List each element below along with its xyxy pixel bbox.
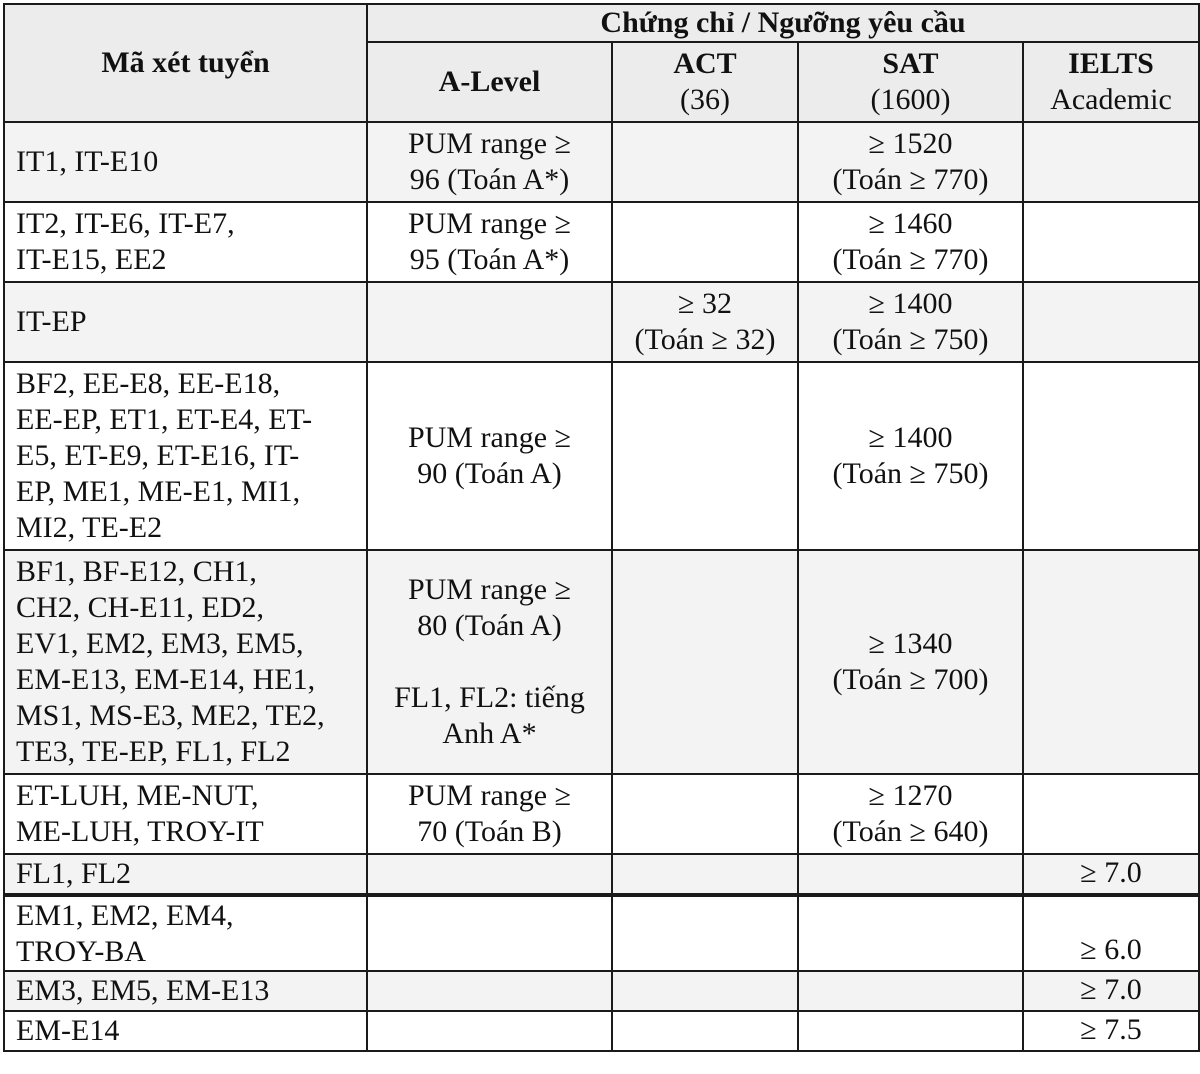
alevel-line: FL1, FL2: tiếng bbox=[394, 681, 585, 714]
admission-code-line: BF1, BF-E12, CH1, bbox=[16, 555, 257, 588]
act-cell bbox=[612, 971, 798, 1011]
alevel-line: 80 (Toán A) bbox=[417, 609, 562, 642]
sat-line: ≥ 1400 bbox=[868, 287, 953, 320]
alevel-cell bbox=[367, 282, 612, 362]
sat-cell bbox=[798, 282, 1023, 362]
admission-code-line: IT-EP bbox=[16, 305, 87, 338]
admission-code-line: IT2, IT-E6, IT-E7, bbox=[16, 207, 235, 240]
ielts-cell bbox=[1023, 550, 1199, 774]
act-line: ≥ 32 bbox=[678, 287, 732, 320]
sat-cell bbox=[798, 550, 1023, 774]
sat-cell bbox=[798, 1011, 1023, 1051]
alevel-line bbox=[374, 644, 605, 680]
admission-code-line: EM3, EM5, EM-E13 bbox=[16, 974, 270, 1007]
alevel-line: PUM range ≥ bbox=[407, 573, 572, 606]
admission-code-line: EE-EP, ET1, ET-E4, ET- bbox=[16, 403, 313, 436]
admission-code-line: EM1, EM2, EM4, bbox=[16, 898, 234, 932]
ielts-cell bbox=[1023, 774, 1199, 854]
sat-line: ≥ 1520 bbox=[868, 127, 953, 160]
act-cell bbox=[612, 362, 798, 550]
header-alevel-title: A-Level bbox=[438, 65, 541, 98]
ielts-cell bbox=[1023, 282, 1199, 362]
admission-codes-cell bbox=[4, 202, 367, 282]
header-sat bbox=[798, 42, 1023, 122]
admission-codes-cell bbox=[4, 122, 367, 202]
ielts-cell: ≥ 7.5 bbox=[1023, 1011, 1199, 1051]
admission-codes-cell bbox=[4, 282, 367, 362]
ielts-cell bbox=[1023, 362, 1199, 550]
header-sat-title: SAT bbox=[882, 47, 939, 80]
header-alevel bbox=[367, 42, 612, 122]
admission-code-line: EM-E13, EM-E14, HE1, bbox=[16, 663, 316, 696]
ielts-cell bbox=[1023, 122, 1199, 202]
ielts-cell: ≥ 7.0 bbox=[1023, 854, 1199, 895]
admission-code-line: FL1, FL2 bbox=[16, 857, 132, 890]
alevel-cell bbox=[367, 854, 612, 895]
header-act bbox=[612, 42, 798, 122]
admission-code-line: ET-LUH, ME-NUT, bbox=[16, 779, 259, 812]
sat-cell bbox=[798, 895, 1023, 971]
table-row bbox=[4, 550, 1199, 774]
sat-line: (Toán ≥ 640) bbox=[832, 815, 989, 848]
admission-codes-cell bbox=[4, 1011, 367, 1051]
table-row bbox=[4, 854, 1199, 895]
admission-codes-cell bbox=[4, 550, 367, 774]
alevel-line: 96 (Toán A*) bbox=[409, 163, 570, 196]
admission-code-line: MI2, TE-E2 bbox=[16, 511, 163, 544]
sat-line: (Toán ≥ 700) bbox=[832, 663, 989, 696]
alevel-line: 90 (Toán A) bbox=[417, 457, 562, 490]
admission-code-line: BF2, EE-E8, EE-E18, bbox=[16, 367, 281, 400]
header-admission-code: Mã xét tuyển bbox=[4, 4, 367, 122]
alevel-cell bbox=[367, 1011, 612, 1051]
ielts-cell: ≥ 6.0 bbox=[1023, 895, 1199, 971]
admission-code-line: EV1, EM2, EM3, EM5, bbox=[16, 627, 304, 660]
alevel-line: Anh A* bbox=[442, 717, 537, 750]
admission-code-line: IT-E15, EE2 bbox=[16, 243, 167, 276]
table-header bbox=[4, 4, 1199, 122]
header-ielts-sub: Academic bbox=[1050, 83, 1172, 116]
admission-code-line: TE3, TE-EP, FL1, FL2 bbox=[16, 735, 291, 768]
admission-codes-cell bbox=[4, 362, 367, 550]
table-row bbox=[4, 202, 1199, 282]
table-body bbox=[4, 122, 1199, 1051]
sat-cell bbox=[798, 122, 1023, 202]
sat-line: (Toán ≥ 770) bbox=[832, 243, 989, 276]
admission-codes-cell bbox=[4, 774, 367, 854]
admission-code-line: ME-LUH, TROY-IT bbox=[16, 815, 264, 848]
sat-line: (Toán ≥ 750) bbox=[832, 323, 989, 356]
table-row bbox=[4, 122, 1199, 202]
ielts-cell bbox=[1023, 202, 1199, 282]
alevel-cell bbox=[367, 362, 612, 550]
sat-cell bbox=[798, 854, 1023, 895]
act-cell bbox=[612, 202, 798, 282]
ielts-cell: ≥ 7.0 bbox=[1023, 971, 1199, 1011]
admission-code-line: CH2, CH-E11, ED2, bbox=[16, 591, 265, 624]
sat-line: ≥ 1400 bbox=[868, 421, 953, 454]
alevel-cell bbox=[367, 550, 612, 774]
admission-codes-cell bbox=[4, 854, 367, 895]
admission-code-line: TROY-BA bbox=[16, 934, 147, 968]
table-row bbox=[4, 774, 1199, 854]
sat-line: ≥ 1270 bbox=[868, 779, 953, 812]
alevel-line: PUM range ≥ bbox=[407, 207, 572, 240]
admission-threshold-table bbox=[3, 3, 1200, 1052]
admission-codes-cell bbox=[4, 971, 367, 1011]
header-certificate-group: Chứng chỉ / Ngưỡng yêu cầu bbox=[367, 4, 1199, 42]
act-cell bbox=[612, 282, 798, 362]
alevel-line: PUM range ≥ bbox=[407, 421, 572, 454]
alevel-cell bbox=[367, 971, 612, 1011]
header-ielts bbox=[1023, 42, 1199, 122]
table-row bbox=[4, 895, 1199, 971]
act-cell bbox=[612, 1011, 798, 1051]
alevel-line: 70 (Toán B) bbox=[417, 815, 562, 848]
table-row bbox=[4, 1011, 1199, 1051]
act-line: (Toán ≥ 32) bbox=[634, 323, 776, 356]
admission-code-line: MS1, MS-E3, ME2, TE2, bbox=[16, 699, 325, 732]
sat-cell bbox=[798, 774, 1023, 854]
table-row bbox=[4, 971, 1199, 1011]
sat-line: (Toán ≥ 770) bbox=[832, 163, 989, 196]
admission-codes-cell bbox=[4, 895, 367, 971]
sat-cell bbox=[798, 202, 1023, 282]
act-cell bbox=[612, 774, 798, 854]
header-sat-sub: (1600) bbox=[870, 83, 951, 116]
sat-cell bbox=[798, 971, 1023, 1011]
alevel-cell bbox=[367, 202, 612, 282]
alevel-line: 95 (Toán A*) bbox=[409, 243, 570, 276]
alevel-cell bbox=[367, 774, 612, 854]
act-cell bbox=[612, 550, 798, 774]
act-cell bbox=[612, 122, 798, 202]
admission-code-line: IT1, IT-E10 bbox=[16, 145, 159, 178]
sat-line: (Toán ≥ 750) bbox=[832, 457, 989, 490]
sat-cell bbox=[798, 362, 1023, 550]
sat-line: ≥ 1460 bbox=[868, 207, 953, 240]
act-cell bbox=[612, 854, 798, 895]
header-ielts-title: IELTS bbox=[1068, 47, 1154, 80]
table-row bbox=[4, 362, 1199, 550]
act-cell bbox=[612, 895, 798, 971]
admission-code-line: E5, ET-E9, ET-E16, IT- bbox=[16, 439, 300, 472]
alevel-line: PUM range ≥ bbox=[407, 779, 572, 812]
alevel-cell bbox=[367, 122, 612, 202]
admission-code-line: EM-E14 bbox=[16, 1014, 120, 1047]
alevel-cell bbox=[367, 895, 612, 971]
header-act-sub: (36) bbox=[680, 83, 730, 116]
sat-line: ≥ 1340 bbox=[868, 627, 953, 660]
admission-code-line: EP, ME1, ME-E1, MI1, bbox=[16, 475, 301, 508]
alevel-line: PUM range ≥ bbox=[407, 127, 572, 160]
header-act-title: ACT bbox=[673, 47, 737, 80]
table-row bbox=[4, 282, 1199, 362]
